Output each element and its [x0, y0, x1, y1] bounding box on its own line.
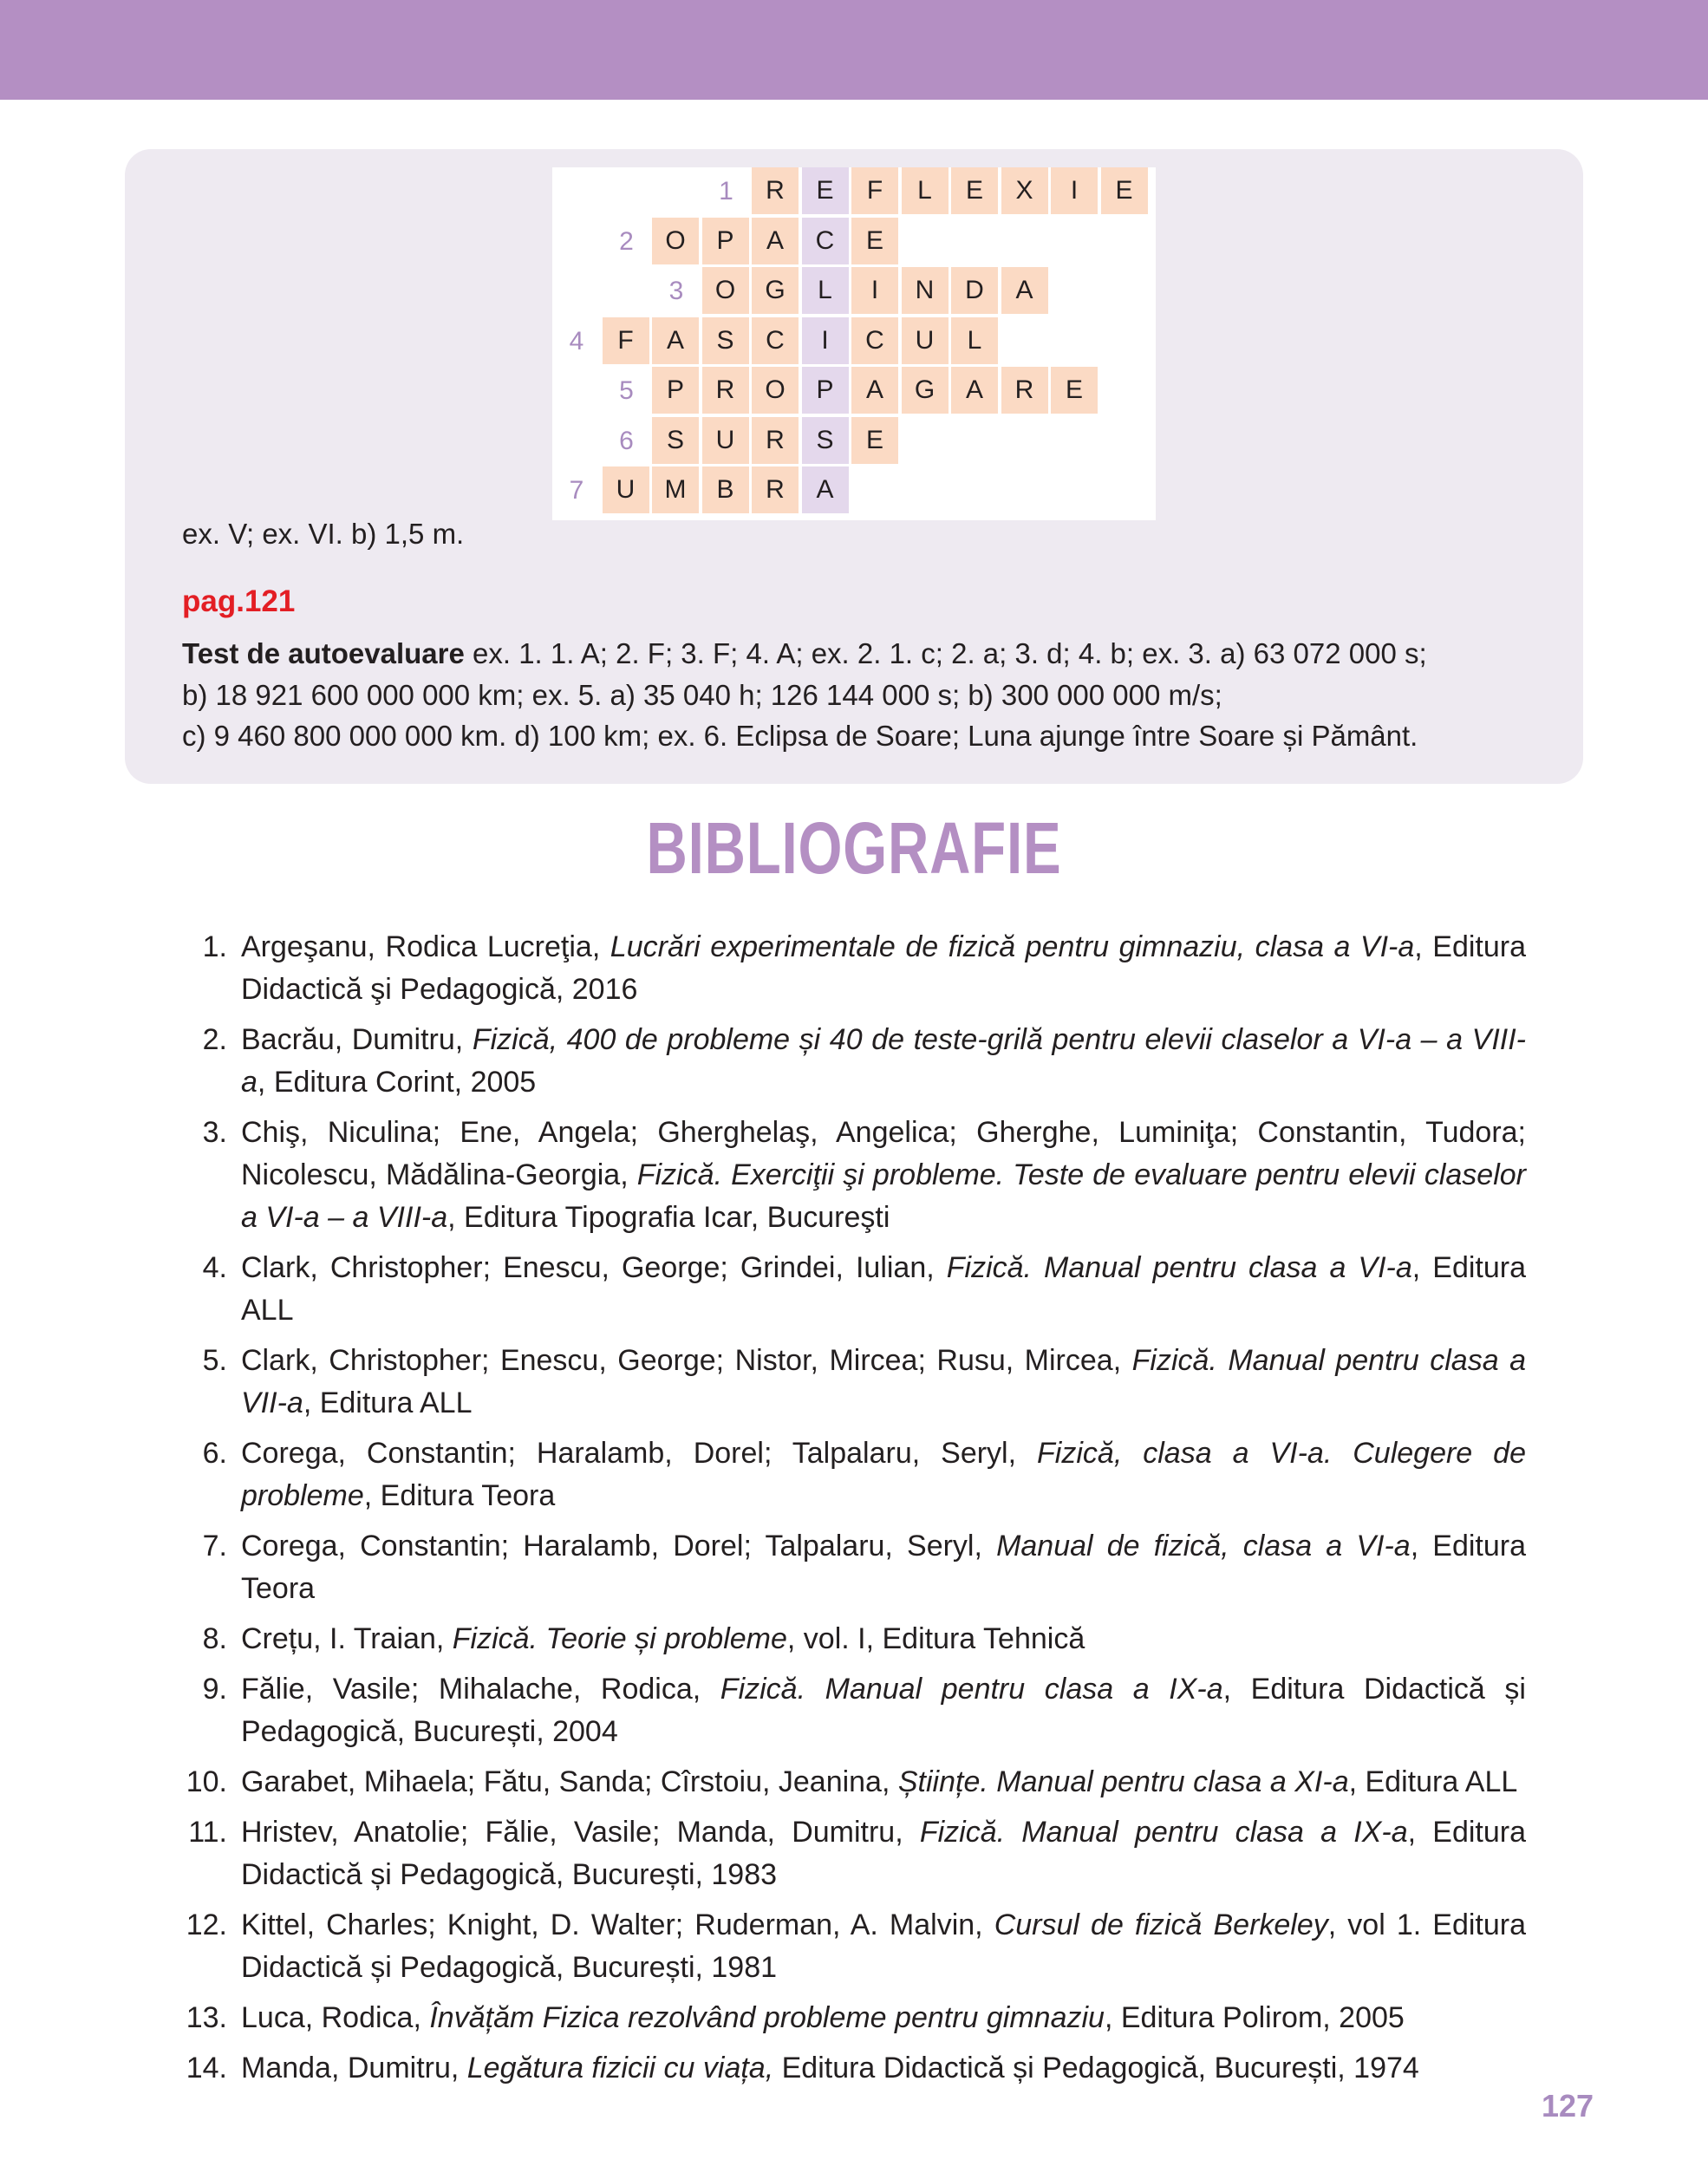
crossword-row-number: 5 — [619, 376, 634, 405]
crossword-cell: P — [802, 367, 849, 414]
crossword-row-number: 7 — [569, 476, 584, 505]
bibliography-item-number: 10. — [186, 1765, 227, 1798]
bibliography-item-number: 14. — [186, 2052, 227, 2084]
crossword-cell: L — [902, 167, 949, 214]
bibliography-item — [182, 1811, 1526, 1896]
bibliography-item-number: 7. — [202, 1530, 227, 1563]
crossword-cell: G — [752, 267, 799, 314]
bibliography-item — [182, 1668, 1526, 1753]
test-line-2: b) 18 921 600 000 000 km; ex. 5. a) 35 040 h; 126 144 000 s; b) 300 000 000 m/s; — [182, 678, 1222, 711]
bibliography-item-number: 6. — [202, 1437, 227, 1470]
test-line-1 — [182, 633, 1552, 675]
bibliography-item-number: 2. — [202, 1023, 227, 1056]
crossword-cell: O — [752, 367, 799, 414]
bibliography-item-text: Corega, Constantin; Haralamb, Dorel; Talpalaru, Seryl, Manual de fizică, clasa a VI-a, Editura Teora — [241, 1530, 1527, 1605]
bibliography-item — [182, 1019, 1526, 1104]
bibliography-item-text: Kittel, Charles; Knight, D. Walter; Ruderman, A. Malvin, Cursul de fizică Berkeley, vol 1. Editura Didactică și Pedagogică, București, 1981 — [241, 1908, 1527, 1984]
crossword-cell: R — [752, 466, 799, 513]
bibliography-item — [182, 1525, 1526, 1610]
crossword-cell: M — [652, 466, 699, 513]
crossword-cell: I — [851, 267, 898, 314]
crossword-cell: E — [1051, 367, 1098, 414]
self-evaluation-answers — [182, 633, 1552, 757]
crossword-cell: U — [902, 317, 949, 364]
crossword-cell: A — [802, 466, 849, 513]
bibliography-item — [182, 1997, 1526, 2039]
page-number: 127 — [1542, 2088, 1594, 2124]
crossword-cell: R — [752, 417, 799, 464]
crossword-cell: G — [902, 367, 949, 414]
bibliography-item-number: 11. — [188, 1816, 227, 1849]
bibliography-item — [182, 926, 1526, 1011]
crossword-cell: E — [1101, 167, 1148, 214]
crossword-cell: C — [851, 317, 898, 364]
crossword-row-number: 3 — [668, 277, 684, 305]
crossword-cell: L — [951, 317, 998, 364]
crossword-cell: E — [802, 167, 849, 214]
crossword-row-number: 1 — [719, 177, 733, 206]
bibliography-item-number: 4. — [202, 1251, 227, 1284]
bibliography-item-text: Hristev, Anatolie; Fălie, Vasile; Manda, Dumitru, Fizică. Manual pentru clasa a IX-a, Editura Didactică și Pedagogică, București, 1983 — [241, 1816, 1526, 1891]
crossword-row — [552, 317, 1156, 366]
crossword-cell: D — [951, 267, 998, 314]
crossword-row — [552, 267, 1156, 316]
bibliography-item-text: Clark, Christopher; Enescu, George; Grindei, Iulian, Fizică. Manual pentru clasa a VI-a, Editura ALL — [241, 1251, 1527, 1327]
test-line-3: c) 9 460 800 000 000 km. d) 100 km; ex. 6. Eclipsa de Soare; Luna ajunge între Soare și Pământ. — [182, 720, 1418, 752]
crossword-row — [552, 218, 1156, 266]
crossword-row — [552, 466, 1156, 515]
crossword-cell: S — [702, 317, 749, 364]
crossword-row-number: 4 — [569, 326, 584, 356]
crossword-cell: L — [802, 267, 849, 314]
crossword-cell: E — [851, 417, 898, 464]
bibliography-item-number: 8. — [202, 1622, 227, 1655]
crossword-cell: R — [702, 367, 749, 414]
bibliography-item-text: Chiş, Niculina; Ene, Angela; Gherghelaş, Angelica; Gherghe, Luminiţa; Constantin, Tudora; Nicolescu, Mădălina-Georgia, Fizică. Exerciţii şi probleme. Teste de evaluare pentru elevii claselor a VI-a – a VIII-a, Editura Tipografia Icar, Bucureşti — [241, 1116, 1527, 1234]
bibliography-item-number: 9. — [202, 1673, 227, 1706]
bibliography-item-text: Corega, Constantin; Haralamb, Dorel; Talpalaru, Seryl, Fizică, clasa a VI-a. Culegere de probleme, Editura Teora — [241, 1437, 1526, 1512]
crossword-cell: F — [851, 167, 898, 214]
bibliography-item-number: 13. — [186, 2001, 227, 2034]
crossword-cell: I — [1051, 167, 1098, 214]
crossword-grid — [552, 167, 1156, 520]
bibliography-item-text: Garabet, Mihaela; Fătu, Sanda; Cîrstoiu, Jeanina, Științe. Manual pentru clasa a XI-a, Editura ALL — [241, 1765, 1518, 1798]
bibliography-item-text: Crețu, I. Traian, Fizică. Teorie și probleme, vol. I, Editura Tehnică — [241, 1622, 1085, 1655]
page-reference-label: pag.121 — [182, 584, 296, 618]
crossword-cell: U — [603, 466, 649, 513]
bibliography-item — [182, 1432, 1526, 1517]
crossword-row — [552, 367, 1156, 415]
crossword-cell: O — [652, 218, 699, 264]
bibliography-item — [182, 1761, 1526, 1804]
crossword-cell: N — [902, 267, 949, 314]
crossword-cell: A — [951, 367, 998, 414]
crossword-row — [552, 167, 1156, 216]
crossword-cell: P — [652, 367, 699, 414]
crossword-cell: B — [702, 466, 749, 513]
bibliography-item — [182, 2047, 1526, 2090]
bibliography-item — [182, 1618, 1526, 1660]
crossword-cell: P — [702, 218, 749, 264]
crossword-cell: U — [702, 417, 749, 464]
bibliography-item — [182, 1904, 1526, 1989]
bibliography-item — [182, 1247, 1526, 1332]
crossword-cell: A — [851, 367, 898, 414]
bibliography-item-text: Clark, Christopher; Enescu, George; Nistor, Mircea; Rusu, Mircea, Fizică. Manual pentru clasa a VII-a, Editura ALL — [241, 1344, 1526, 1419]
crossword-cell: I — [802, 317, 849, 364]
crossword-row-number: 2 — [619, 226, 634, 256]
bibliography-item-number: 1. — [202, 930, 227, 963]
crossword-cell: A — [1001, 267, 1048, 314]
crossword-cell: E — [951, 167, 998, 214]
header-bar — [0, 0, 1708, 100]
bibliography-item-number: 12. — [186, 1908, 227, 1941]
bibliography-item-number: 5. — [202, 1344, 227, 1377]
crossword-row-number: 6 — [619, 426, 634, 455]
bibliography-item-text: Bacrău, Dumitru, Fizică, 400 de probleme și 40 de teste-grilă pentru elevii claselor a VI-a – a VIII-a, Editura Corint, 2005 — [241, 1023, 1527, 1099]
bibliography-item-number: 3. — [202, 1116, 227, 1149]
crossword-cell: A — [652, 317, 699, 364]
crossword-cell: C — [752, 317, 799, 364]
crossword-cell: S — [802, 417, 849, 464]
test-line-1-text: ex. 1. 1. A; 2. F; 3. F; 4. A; ex. 2. 1. c; 2. a; 3. d; 4. b; ex. 3. a) 63 072 000 s; — [464, 637, 1427, 669]
bibliography-item — [182, 1112, 1526, 1239]
crossword-row — [552, 417, 1156, 466]
test-title: Test de autoevaluare — [182, 637, 465, 669]
exercise-answer-line: ex. V; ex. VI. b) 1,5 m. — [182, 518, 465, 550]
bibliography-item — [182, 1340, 1526, 1425]
bibliography-title: BIBLIOGRAFIE — [646, 807, 1062, 889]
crossword-cell: X — [1001, 167, 1048, 214]
crossword-cell: C — [802, 218, 849, 264]
crossword-cell: F — [603, 317, 649, 364]
bibliography-list — [182, 926, 1526, 2097]
crossword-cell: R — [1001, 367, 1048, 414]
crossword-cell: S — [652, 417, 699, 464]
crossword-cell: A — [752, 218, 799, 264]
bibliography-item-text: Luca, Rodica, Învățăm Fizica rezolvând probleme pentru gimnaziu, Editura Polirom, 2005 — [241, 2001, 1405, 2034]
bibliography-item-text: Manda, Dumitru, Legătura fizicii cu viața, Editura Didactică și Pedagogică, București, 1974 — [241, 2052, 1419, 2084]
crossword-cell: O — [702, 267, 749, 314]
bibliography-item-text: Argeşanu, Rodica Lucreţia, Lucrări experimentale de fizică pentru gimnaziu, clasa a VI-a, Editura Didactică şi Pedagogică, 2016 — [241, 930, 1526, 1006]
bibliography-item-text: Fălie, Vasile; Mihalache, Rodica, Fizică. Manual pentru clasa a IX-a, Editura Didactică și Pedagogică, București, 2004 — [241, 1673, 1526, 1748]
crossword-cell: E — [851, 218, 898, 264]
crossword-cell: R — [752, 167, 799, 214]
